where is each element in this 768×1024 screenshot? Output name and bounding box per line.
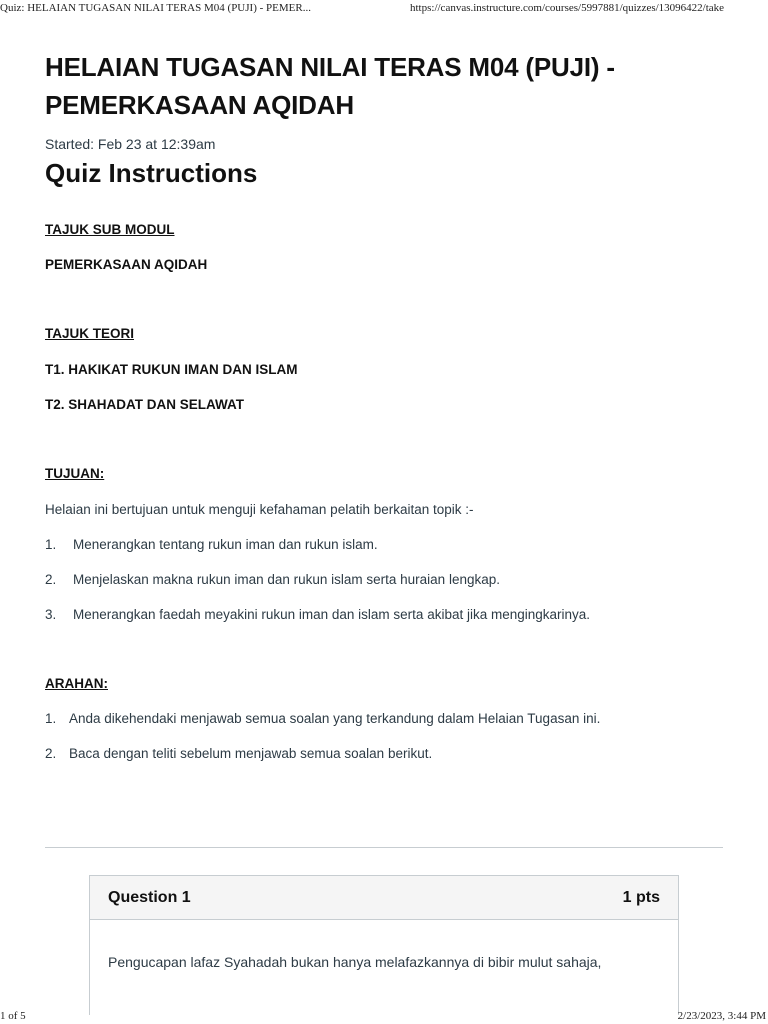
- purpose-item: [45, 607, 725, 622]
- quiz-title-line-1: HELAIAN TUGASAN NILAI TERAS M04 (PUJI) -: [45, 52, 615, 82]
- print-footer: [0, 1010, 768, 1024]
- directions-heading: ARAHAN:: [45, 676, 108, 691]
- question-points: 1 pts: [622, 889, 660, 906]
- list-text: Menerangkan faedah meyakini rukun iman dan islam serta akibat jika mengingkarinya.: [73, 607, 591, 622]
- question-card: [89, 875, 679, 1015]
- print-timestamp: 2/23/2023, 3:44 PM: [677, 1010, 766, 1022]
- theory-item-1: T1. HAKIKAT RUKUN IMAN DAN ISLAM: [45, 362, 298, 377]
- theory-heading: TAJUK TEORI: [45, 326, 135, 341]
- purpose-heading: TUJUAN:: [45, 466, 105, 481]
- list-text: Menjelaskan makna rukun iman dan rukun islam serta huraian lengkap.: [73, 572, 500, 587]
- list-text: Anda dikehendaki menjawab semua soalan yang terkandung dalam Helaian Tugasan ini.: [69, 711, 601, 726]
- list-text: Baca dengan teliti sebelum menjawab semua soalan berikut.: [69, 746, 433, 761]
- list-text: Menerangkan tentang rukun iman dan rukun islam.: [73, 537, 378, 552]
- purpose-item: [45, 572, 725, 587]
- print-header: [0, 2, 768, 18]
- purpose-intro: Helaian ini bertujuan untuk menguji kefahaman pelatih berkaitan topik :-: [45, 502, 474, 517]
- list-number: 1.: [45, 711, 57, 726]
- purpose-item: [45, 537, 725, 552]
- question-title: Question 1: [108, 889, 191, 906]
- sub-module-heading: TAJUK SUB MODUL: [45, 222, 175, 237]
- question-header: [90, 876, 678, 920]
- list-number: 3.: [45, 607, 57, 622]
- list-number: 2.: [45, 572, 57, 587]
- quiz-started-time: Started: Feb 23 at 12:39am: [45, 136, 216, 152]
- quiz-content: [45, 48, 725, 189]
- directions-item: [45, 711, 725, 726]
- print-url: https://canvas.instructure.com/courses/5997881/quizzes/13096422/take: [410, 2, 725, 14]
- print-page-count: 1 of 5: [0, 1010, 26, 1022]
- print-page-title: Quiz: HELAIAN TUGASAN NILAI TERAS M04 (PUJI) - PEMER...: [0, 2, 311, 14]
- theory-item-2: T2. SHAHADAT DAN SELAWAT: [45, 397, 244, 412]
- directions-item: [45, 746, 725, 761]
- list-number: 2.: [45, 746, 57, 761]
- quiz-title: [45, 48, 725, 124]
- quiz-instructions-heading: Quiz Instructions: [45, 158, 258, 188]
- quiz-title-line-2: PEMERKASAAN AQIDAH: [45, 90, 354, 120]
- section-divider: [45, 847, 723, 848]
- list-number: 1.: [45, 537, 57, 552]
- sub-module-value: PEMERKASAAN AQIDAH: [45, 257, 208, 272]
- question-text: Pengucapan lafaz Syahadah bukan hanya melafazkannya di bibir mulut sahaja,: [108, 954, 602, 970]
